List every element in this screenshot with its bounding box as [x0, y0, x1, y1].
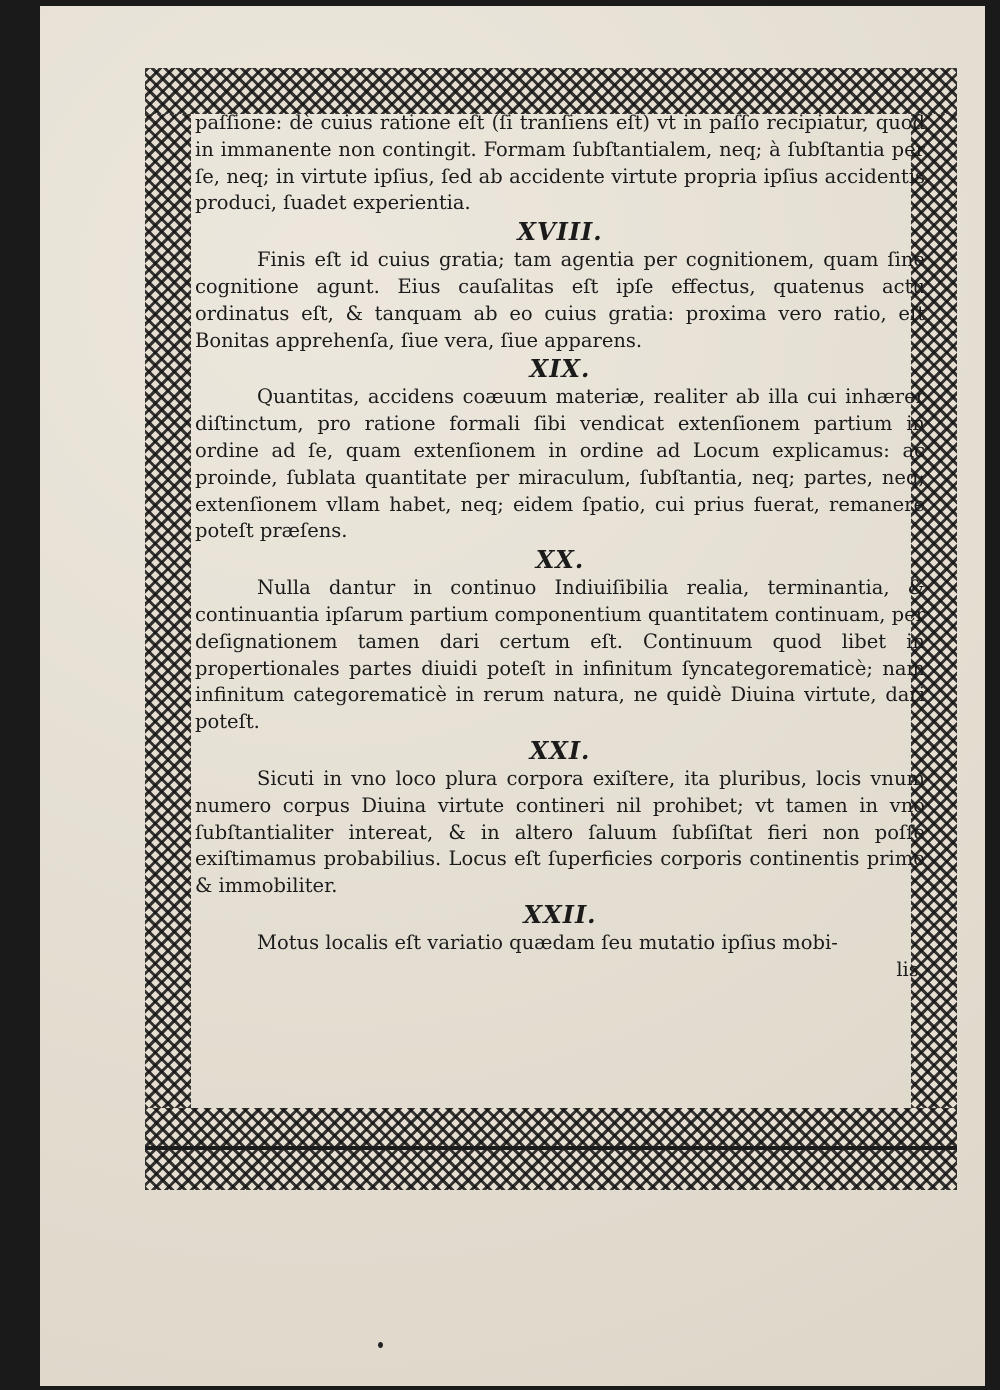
- section-text-xix: Quantitas, accidens coæuum materiæ, realiter ab illa cui inhærer diſtinctum, pro ratione formali ſibi vendicat extenſionem partium in ordine ad ſe, quam extenſionem in ordine ad Locum explicamus: ac proinde, ſublata quantitate per miraculum, ſubſtantia, neq; partes, neq; extenſionem vllam habet, neq; eidem ſpatio, cui prius fuerat, remanere poteſt præſens.: [195, 385, 925, 543]
- ink-speck: [378, 1342, 383, 1348]
- section-text-xxi: Sicuti in vno loco plura corpora exiſtere, ita pluribus, locis vnum numero corpus Diuina virtute contineri nil prohibet; vt tamen in vno ſubſtantialiter intereat, & in altero ſaluum ſubſiſtat fieri non poſſe exiſtimamus probabilius. Locus eſt ſuperficies corporis continentis primo & immobiliter.: [195, 766, 925, 898]
- border-top-ornament: [145, 68, 957, 114]
- section-text-xxii: Motus localis eſt variatio quædam ſeu mutatio ipſius mobi-: [257, 930, 838, 954]
- border-left-ornament: [145, 114, 191, 1108]
- section-text-xviii: Finis eſt id cuius gratia; tam agentia per cognitionem, quam ſine cognitione agunt. Eius cauſalitas eſt ipſe effectus, quatenus actu ordinatus eſt, & tanquam ab eo cuius gratia: proxima vero ratio, eſt Bonitas apprehenſa, ſiue vera, ſiue apparens.: [195, 248, 925, 352]
- section-heading-xviii: XVIII.: [517, 217, 603, 247]
- section-heading-xxii: XXII.: [523, 899, 597, 929]
- opening-paragraph: paſſione: dè cuius ratione eſt (ſi tranſiens eſt) vt in paſſo recipiatur, quod in immanente non contingit. Formam ſubſtantialem, neq; à ſubſtantia per ſe, neq; in virtute ipſius, ſed ab accidente virtute propria ipſius accidentis produci, ſuadet experientia.: [195, 111, 925, 215]
- section-text-xx: Nulla dantur in continuo Indiuiſibilia realia, terminantia, & continuantia ipſarum partium componentium quantitatem continuam, per deſignationem tamen dari certum eſt. Continuum quod libet in propertionales partes diuidi poteſt in infinitum ſyncategorematicè; nam infinitum categorematicè in rerum natura, ne quidè Diuina virtute, dari poteſt.: [195, 576, 925, 734]
- border-bottom-ornament: [145, 1108, 957, 1190]
- text-block: [195, 110, 925, 984]
- catchword: lis,: [896, 957, 925, 981]
- section-heading-xx: XX.: [535, 545, 585, 575]
- section-heading-xix: XIX.: [529, 354, 591, 384]
- section-heading-xxi: XXI.: [529, 735, 591, 765]
